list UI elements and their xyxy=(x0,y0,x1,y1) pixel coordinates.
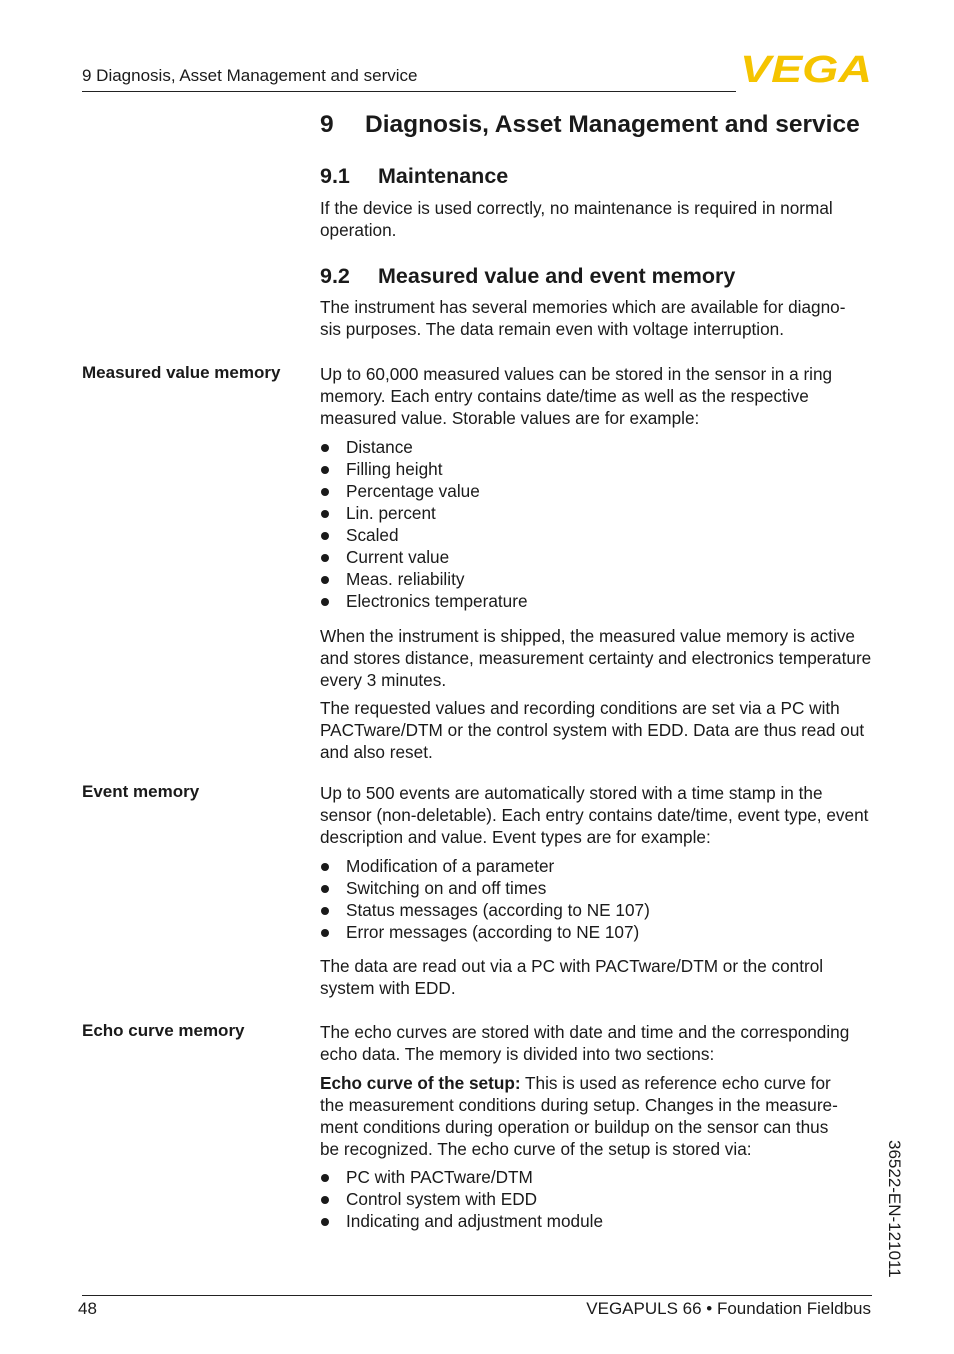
section-heading-maintenance xyxy=(320,164,508,189)
section-title: Maintenance xyxy=(378,164,509,188)
list-item: Control system with EDD xyxy=(320,1188,880,1210)
list-item: Filling height xyxy=(320,458,876,480)
document-number: 36522-EN-121011 xyxy=(885,1140,904,1278)
list-item: Modification of a parameter xyxy=(320,855,876,877)
list-item: PC with PACTware/DTM xyxy=(320,1166,880,1188)
list-item: Lin. percent xyxy=(320,502,876,524)
list-item: Electronics temperature xyxy=(320,590,876,612)
vega-logo xyxy=(740,52,872,84)
section-title: Measured value and event memory xyxy=(378,264,736,288)
memory-intro: The instrument has several memories which are available for diagno- sis purposes. The data remain even with voltage interruption. xyxy=(320,297,846,339)
chapter-heading xyxy=(320,111,860,139)
list-item: Error messages (according to NE 107) xyxy=(320,921,876,943)
chapter-title: Diagnosis, Asset Management and service xyxy=(365,111,860,138)
side-label-echo-curve-memory: Echo curve memory xyxy=(82,1021,245,1040)
running-header: 9 Diagnosis, Asset Management and service xyxy=(82,66,418,85)
paragraph: When the instrument is shipped, the measured value memory is active and stores distance, measurement certainty and electronics temperature every 3 minutes. xyxy=(320,626,872,690)
storable-values-list xyxy=(320,436,876,612)
storage-options-list xyxy=(320,1166,880,1232)
section-heading-memory xyxy=(320,264,735,289)
paragraph: Up to 500 events are automatically stored with a time stamp in the sensor (non-deletable). Each entry contains date/time, event type, event description and value. Event types are for example: xyxy=(320,783,869,847)
setup-paragraph: Echo curve of the setup: This is used as reference echo curve for the measurement conditions during setup. Changes in the measure- ment conditions during operation or buildup on the sensor can thus be recognized. The echo curve of the setup is stored via: xyxy=(320,1073,838,1159)
paragraph: Up to 60,000 measured values can be stored in the sensor in a ring memory. Each entry contains date/time as well as the respective measured value. Storable values are for example: xyxy=(320,364,833,428)
echo-curve-memory-block xyxy=(320,1021,880,1232)
setup-label: Echo curve of the setup: xyxy=(320,1073,521,1093)
header-rule xyxy=(82,91,736,92)
section-number: 9.2 xyxy=(320,264,350,288)
list-item: Current value xyxy=(320,546,876,568)
list-item: Indicating and adjustment module xyxy=(320,1210,880,1232)
paragraph: The requested values and recording conditions are set via a PC with PACTware/DTM or the control system with EDD. Data are thus read out and also reset. xyxy=(320,698,865,762)
list-item: Switching on and off times xyxy=(320,877,876,899)
maintenance-text: If the device is used correctly, no maintenance is required in normal operation. xyxy=(320,198,833,240)
list-item: Distance xyxy=(320,436,876,458)
chapter-number: 9 xyxy=(320,111,334,138)
side-label-event-memory: Event memory xyxy=(82,782,200,801)
list-item: Percentage value xyxy=(320,480,876,502)
page-number: 48 xyxy=(78,1299,97,1318)
list-item: Meas. reliability xyxy=(320,568,876,590)
list-item: Status messages (according to NE 107) xyxy=(320,899,876,921)
paragraph: The echo curves are stored with date and time and the corresponding echo data. The memory is divided into two sections: xyxy=(320,1022,850,1064)
measured-value-memory-block xyxy=(320,363,876,763)
side-label-measured-value-memory: Measured value memory xyxy=(82,363,281,382)
logo-text: VEGA xyxy=(740,52,872,84)
event-types-list xyxy=(320,855,876,943)
paragraph: The data are read out via a PC with PACTware/DTM or the control system with EDD. xyxy=(320,956,824,998)
event-memory-block xyxy=(320,782,876,999)
footer-rule xyxy=(82,1295,872,1296)
footer-title: VEGAPULS 66 • Foundation Fieldbus xyxy=(586,1299,871,1318)
list-item: Scaled xyxy=(320,524,876,546)
section-number: 9.1 xyxy=(320,164,350,188)
